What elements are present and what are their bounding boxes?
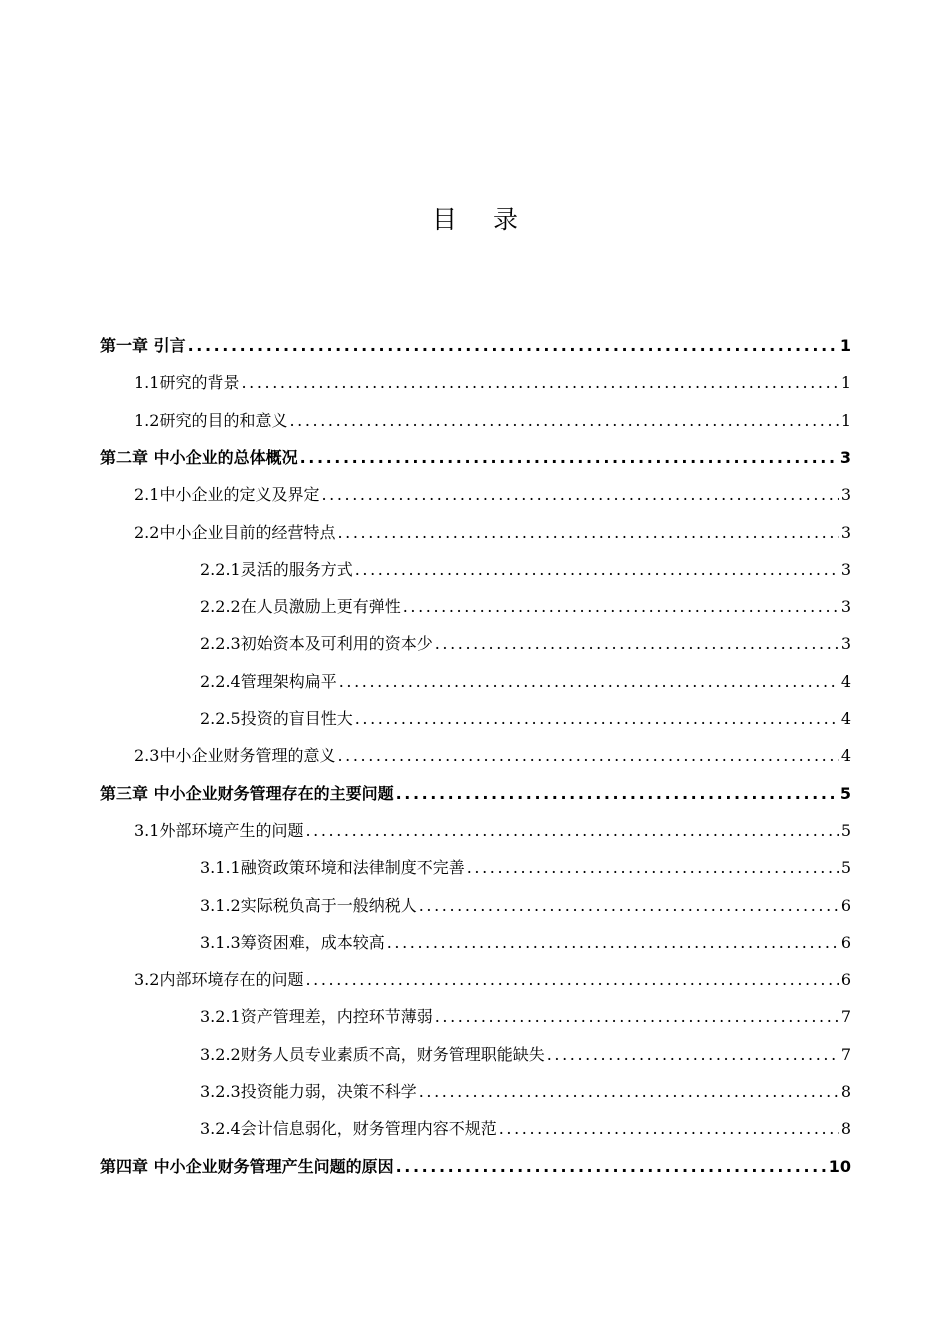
toc-entry[interactable] (200, 1004, 851, 1030)
toc-entry-number: 2.2.2 (200, 597, 241, 617)
dot-leader (305, 818, 838, 844)
toc-entry-number: 3.2.4 (200, 1119, 241, 1139)
toc-entry-number: 第二章 (100, 447, 154, 467)
toc-entry-page: 5 (839, 783, 851, 803)
toc-entry-number: 2.2.3 (200, 634, 241, 654)
toc-entry-number: 2.2.1 (200, 559, 241, 579)
dot-leader (188, 333, 838, 359)
toc-entry[interactable] (200, 669, 851, 695)
toc-entry[interactable] (200, 1042, 851, 1068)
dot-leader (435, 1004, 839, 1030)
toc-entry-page: 4 (840, 746, 851, 766)
dot-leader (396, 1154, 827, 1180)
toc-entry-page: 4 (840, 709, 851, 728)
toc-entry-number: 第四章 (100, 1156, 154, 1176)
toc-entry[interactable] (134, 370, 851, 396)
dot-leader (467, 855, 839, 881)
dot-leader (305, 967, 838, 993)
toc-entry-title: 实际税负高于一般纳税人 (240, 895, 417, 915)
toc-entry-page: 1 (840, 410, 851, 430)
toc-entry-title: 会计信息弱化，财务管理内容不规范 (240, 1119, 497, 1139)
toc-entry-page: 10 (828, 1156, 851, 1176)
toc-entry-page: 3 (839, 447, 851, 467)
toc-entry-title: 引言 (153, 336, 186, 355)
dot-leader (337, 743, 838, 769)
toc-entry[interactable] (200, 855, 851, 881)
dot-leader (387, 930, 839, 956)
dot-leader (355, 706, 839, 732)
dot-leader (499, 1116, 839, 1142)
toc-entry-title: 中小企业财务管理存在的主要问题 (153, 783, 394, 803)
toc-entry-page: 5 (840, 858, 851, 878)
dot-leader (355, 557, 839, 583)
toc-entry-title: 筹资困难，成本较高 (240, 932, 385, 952)
toc-entry[interactable] (134, 482, 851, 508)
toc-entry-title: 研究的目的和意义 (159, 410, 288, 430)
toc-entry-page: 8 (840, 1082, 851, 1101)
toc-entry-title: 初始资本及可利用的资本少 (240, 634, 433, 654)
toc-entry[interactable] (200, 930, 851, 956)
toc-entry-page: 1 (840, 373, 851, 393)
toc-entry-number: 2.3 (134, 746, 160, 766)
toc-entry[interactable] (100, 781, 851, 807)
toc-entry-number: 3.1 (134, 820, 160, 840)
toc-entry[interactable] (134, 520, 851, 546)
toc-entry-page: 3 (840, 559, 851, 579)
toc-entry-title: 中小企业财务管理的意义 (159, 746, 336, 766)
toc-entry-number: 2.1 (134, 485, 160, 505)
toc-entry[interactable] (200, 631, 851, 657)
toc-entry-title: 资产管理差，内控环节薄弱 (240, 1007, 433, 1027)
toc-entry-title: 投资能力弱，决策不科学 (240, 1082, 417, 1101)
dot-leader (547, 1042, 839, 1068)
toc-entry-number: 3.2.3 (200, 1082, 241, 1101)
toc-entry-title: 投资的盲目性大 (240, 709, 353, 728)
toc-entry-page: 7 (840, 1044, 851, 1064)
toc-entry-number: 1.1 (134, 373, 160, 393)
toc-entry-title: 中小企业财务管理产生问题的原因 (153, 1156, 394, 1176)
toc-entry-number: 3.2 (134, 970, 160, 990)
toc-entry-title: 管理架构扁平 (240, 671, 337, 691)
toc-entry[interactable] (200, 706, 851, 732)
toc-entry-title: 研究的背景 (159, 373, 240, 393)
toc-entry-page: 4 (840, 671, 851, 691)
dot-leader (337, 520, 838, 546)
toc-entry-title: 财务人员专业素质不高，财务管理职能缺失 (240, 1044, 545, 1064)
toc-entry-page: 3 (840, 597, 851, 617)
dot-leader (403, 594, 839, 620)
toc-entry-title: 融资政策环境和法律制度不完善 (240, 858, 465, 878)
toc-entry-title: 内部环境存在的问题 (159, 970, 304, 990)
toc-entry[interactable] (134, 408, 851, 434)
toc-entry-number: 3.1.1 (200, 858, 241, 878)
toc-entry-number: 2.2.5 (200, 709, 241, 728)
toc-entry-page: 6 (840, 895, 851, 915)
dot-leader (289, 408, 838, 434)
toc-entry-number: 3.2.1 (200, 1007, 241, 1027)
toc-entry[interactable] (200, 1116, 851, 1142)
toc-entry-page: 8 (840, 1119, 851, 1139)
toc-entry[interactable] (200, 893, 851, 919)
toc-entry-number: 3.2.2 (200, 1044, 241, 1064)
toc-entry-page: 3 (840, 522, 851, 542)
toc-entry-title: 中小企业的定义及界定 (159, 485, 320, 505)
toc-entry[interactable] (200, 557, 851, 583)
dot-leader (339, 669, 839, 695)
toc-entry-page: 6 (840, 970, 851, 990)
dot-leader (419, 1079, 839, 1105)
toc-entry[interactable] (100, 445, 851, 471)
toc-entry-title: 外部环境产生的问题 (159, 820, 304, 840)
dot-leader (419, 893, 839, 919)
toc-entry-page: 1 (839, 336, 851, 355)
toc-entry-title: 中小企业目前的经营特点 (159, 522, 336, 542)
toc-entry[interactable] (134, 967, 851, 993)
toc-entry-number: 3.1.2 (200, 895, 241, 915)
toc-entry-number: 2.2.4 (200, 671, 241, 691)
toc-entry-page: 5 (840, 820, 851, 840)
toc-entry[interactable] (134, 743, 851, 769)
toc-entry[interactable] (100, 1154, 851, 1180)
toc-entry-page: 7 (840, 1007, 851, 1027)
dot-leader (300, 445, 838, 471)
toc-entry[interactable] (200, 1079, 851, 1105)
toc-entry-title: 灵活的服务方式 (240, 559, 353, 579)
toc-entry-page: 3 (840, 634, 851, 654)
toc-entry-page: 6 (840, 932, 851, 952)
toc-entry[interactable] (200, 594, 851, 620)
toc-entry-title: 在人员激励上更有弹性 (240, 597, 401, 617)
toc-entry-title: 中小企业的总体概况 (153, 447, 298, 467)
toc-entry-number: 1.2 (134, 410, 160, 430)
toc-entry[interactable] (100, 333, 851, 359)
dot-leader (321, 482, 838, 508)
toc-entry[interactable] (134, 818, 851, 844)
dot-leader (396, 781, 838, 807)
toc-entry-number: 3.1.3 (200, 932, 241, 952)
page-title: 目 录 (432, 205, 532, 234)
dot-leader (435, 631, 839, 657)
toc-entry-number: 第三章 (100, 783, 154, 803)
toc-entry-number: 第一章 (100, 336, 154, 355)
dot-leader (241, 370, 838, 396)
toc-entry-number: 2.2 (134, 522, 160, 542)
toc-entry-page: 3 (840, 485, 851, 505)
